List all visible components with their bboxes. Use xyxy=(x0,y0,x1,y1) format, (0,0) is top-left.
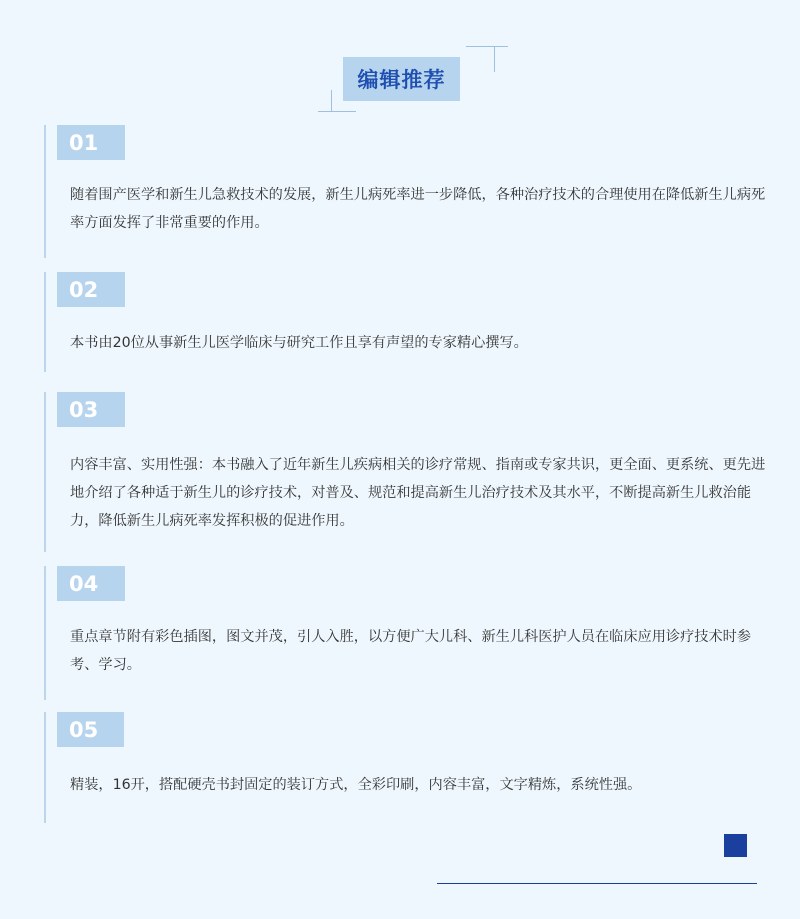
decorative-line xyxy=(494,46,495,72)
section-01 xyxy=(44,125,764,258)
section-text: 内容丰富、实用性强：本书融入了近年新生儿疾病相关的诊疗常规、指南或专家共识，更全面、更系统、更先进地介绍了各种适于新生儿的诊疗技术，对普及、规范和提高新生儿治疗技术及其水平，不断提高新生儿救治能力，降低新生儿病死率发挥积极的促进作用。 xyxy=(70,457,766,529)
decorative-line xyxy=(318,111,356,112)
page-title: 编辑推荐 xyxy=(343,57,460,101)
bottom-divider xyxy=(437,883,757,884)
section-divider xyxy=(44,125,46,258)
section-number: 01 xyxy=(57,125,125,160)
section-divider xyxy=(44,712,46,823)
section-text: 随着围产医学和新生儿急救技术的发展，新生儿病死率进一步降低，各种治疗技术的合理使用在降低新生儿病死率方面发挥了非常重要的作用。 xyxy=(70,187,766,231)
header xyxy=(0,0,800,120)
section-03 xyxy=(44,392,764,552)
decorative-square xyxy=(724,834,747,857)
section-number: 02 xyxy=(57,272,125,307)
section-number: 04 xyxy=(57,566,125,601)
section-04 xyxy=(44,566,764,700)
section-05 xyxy=(44,712,764,823)
decorative-line xyxy=(331,90,332,112)
section-02 xyxy=(44,272,764,372)
section-text: 本书由20位从事新生儿医学临床与研究工作且享有声望的专家精心撰写。 xyxy=(70,335,528,351)
section-divider xyxy=(44,272,46,372)
decorative-line xyxy=(466,46,508,47)
section-number: 05 xyxy=(57,712,124,747)
section-divider xyxy=(44,392,46,552)
section-text: 精装，16开，搭配硬壳书封固定的装订方式，全彩印刷，内容丰富，文字精炼，系统性强。 xyxy=(70,777,642,793)
section-text: 重点章节附有彩色插图，图文并茂，引人入胜，以方便广大儿科、新生儿科医护人员在临床应用诊疗技术时参考、学习。 xyxy=(70,629,752,673)
section-number: 03 xyxy=(57,392,125,427)
section-divider xyxy=(44,566,46,700)
